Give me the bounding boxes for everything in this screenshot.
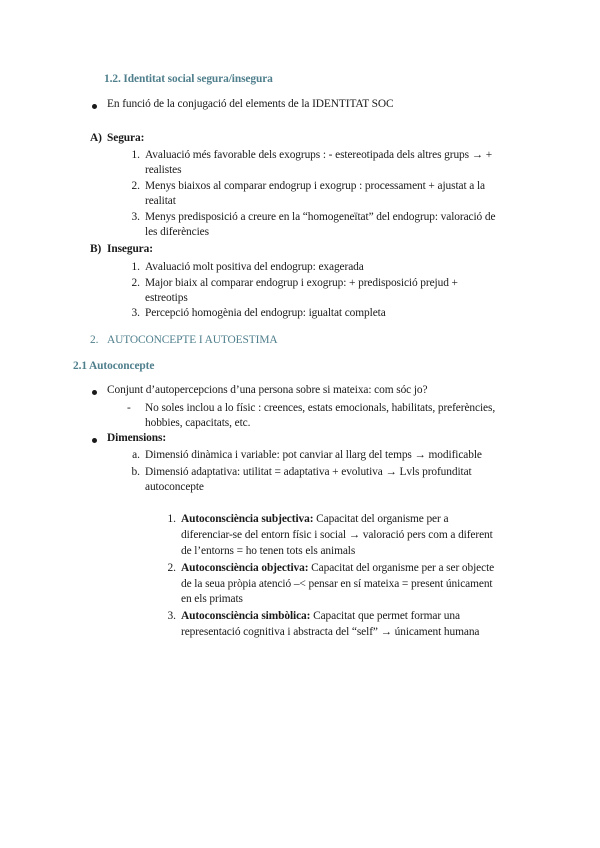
dash-marker: - (127, 402, 131, 414)
section-a-title: Segura: (107, 132, 145, 144)
list-item-text: diferenciar-se del entorn físic i social → valoració pers com a diferent (181, 529, 493, 541)
bullet-icon (92, 104, 97, 109)
list-number: 2. (167, 562, 176, 574)
term-bold: Autoconsciència objectiva: (181, 562, 309, 574)
list-item-text (181, 512, 448, 527)
bullet-intro-text: En funció de la conjugació del elements de la IDENTITAT SOC (107, 98, 394, 110)
list-item-text: Dimensió adaptativa: utilitat = adaptativa + evolutiva → Lvls profunditat (145, 466, 472, 478)
list-item-text: autoconcepte (145, 481, 204, 493)
dash-item-text: No soles inclou a lo físic : creences, estats emocionals, habilitats, preferències, (145, 402, 496, 414)
list-item-text: representació cognitiva i abstracta del “self” → únicament humana (181, 626, 480, 638)
term-bold: Autoconsciència simbòlica: (181, 610, 311, 622)
dimensions-title: Dimensions: (107, 432, 167, 444)
list-item-text: Major biaix al comparar endogrup i exogrup: + predisposició prejud + (145, 277, 458, 289)
bullet-icon (92, 438, 97, 443)
list-item-text: en els primats (181, 593, 243, 605)
dash-item-text: hobbies, capacitats, etc. (145, 417, 251, 429)
list-number: 3. (131, 307, 140, 319)
term-rest: Capacitat del organisme per a (313, 513, 449, 525)
list-item-text (181, 609, 460, 624)
bullet-conjunt-text: Conjunt d’autopercepcions d’una persona sobre si mateixa: com sóc jo? (107, 384, 428, 396)
heading-2-1: 2.1 Autoconcepte (73, 360, 155, 372)
section-a-label: A) (90, 132, 102, 144)
heading-2-number: 2. (90, 334, 99, 346)
list-number: 3. (131, 211, 140, 223)
heading-2-title: AUTOCONCEPTE I AUTOESTIMA (107, 334, 278, 346)
list-number: 2. (131, 180, 140, 192)
list-item-text: Dimensió dinàmica i variable: pot canviar al llarg del temps → modificable (145, 449, 482, 461)
list-number: 1. (131, 261, 140, 273)
term-rest: Capacitat que permet formar una (310, 610, 460, 622)
list-item-text: Menys predisposició a creure en la “homogeneïtat” del endogrup: valoració de (145, 211, 496, 223)
list-number: 3. (167, 610, 176, 622)
list-number: 1. (167, 513, 176, 525)
list-item-text: les diferències (145, 226, 209, 238)
section-b-title: Insegura: (107, 243, 153, 255)
list-item-text (181, 561, 494, 576)
list-number: 1. (131, 149, 140, 161)
bullet-icon (92, 390, 97, 395)
list-letter: a. (132, 449, 140, 461)
heading-1-2: 1.2. Identitat social segura/insegura (104, 73, 273, 85)
list-item-text: Avaluació molt positiva del endogrup: exagerada (145, 261, 364, 273)
term-bold: Autoconsciència subjectiva: (181, 513, 314, 525)
list-item-text: Avaluació més favorable dels exogrups : - estereotipada dels altres grups → + (145, 149, 493, 161)
list-number: 2. (131, 277, 140, 289)
list-item-text: de la seua pròpia atenció –< pensar en sí mateixa = present únicament (181, 578, 493, 590)
section-b-label: B) (90, 243, 102, 255)
list-item-text: realitat (145, 195, 176, 207)
list-item-text: de l’entorns = ho tenen tots els animals (181, 545, 356, 557)
list-letter: b. (131, 466, 140, 478)
term-rest: Capacitat del organisme per a ser objecte (308, 562, 495, 574)
list-item-text: realistes (145, 164, 182, 176)
list-item-text: estreotips (145, 292, 188, 304)
list-item-text: Menys biaixos al comparar endogrup i exogrup : processament + ajustat a la (145, 180, 486, 192)
list-item-text: Percepció homogènia del endogrup: igualtat completa (145, 307, 386, 319)
